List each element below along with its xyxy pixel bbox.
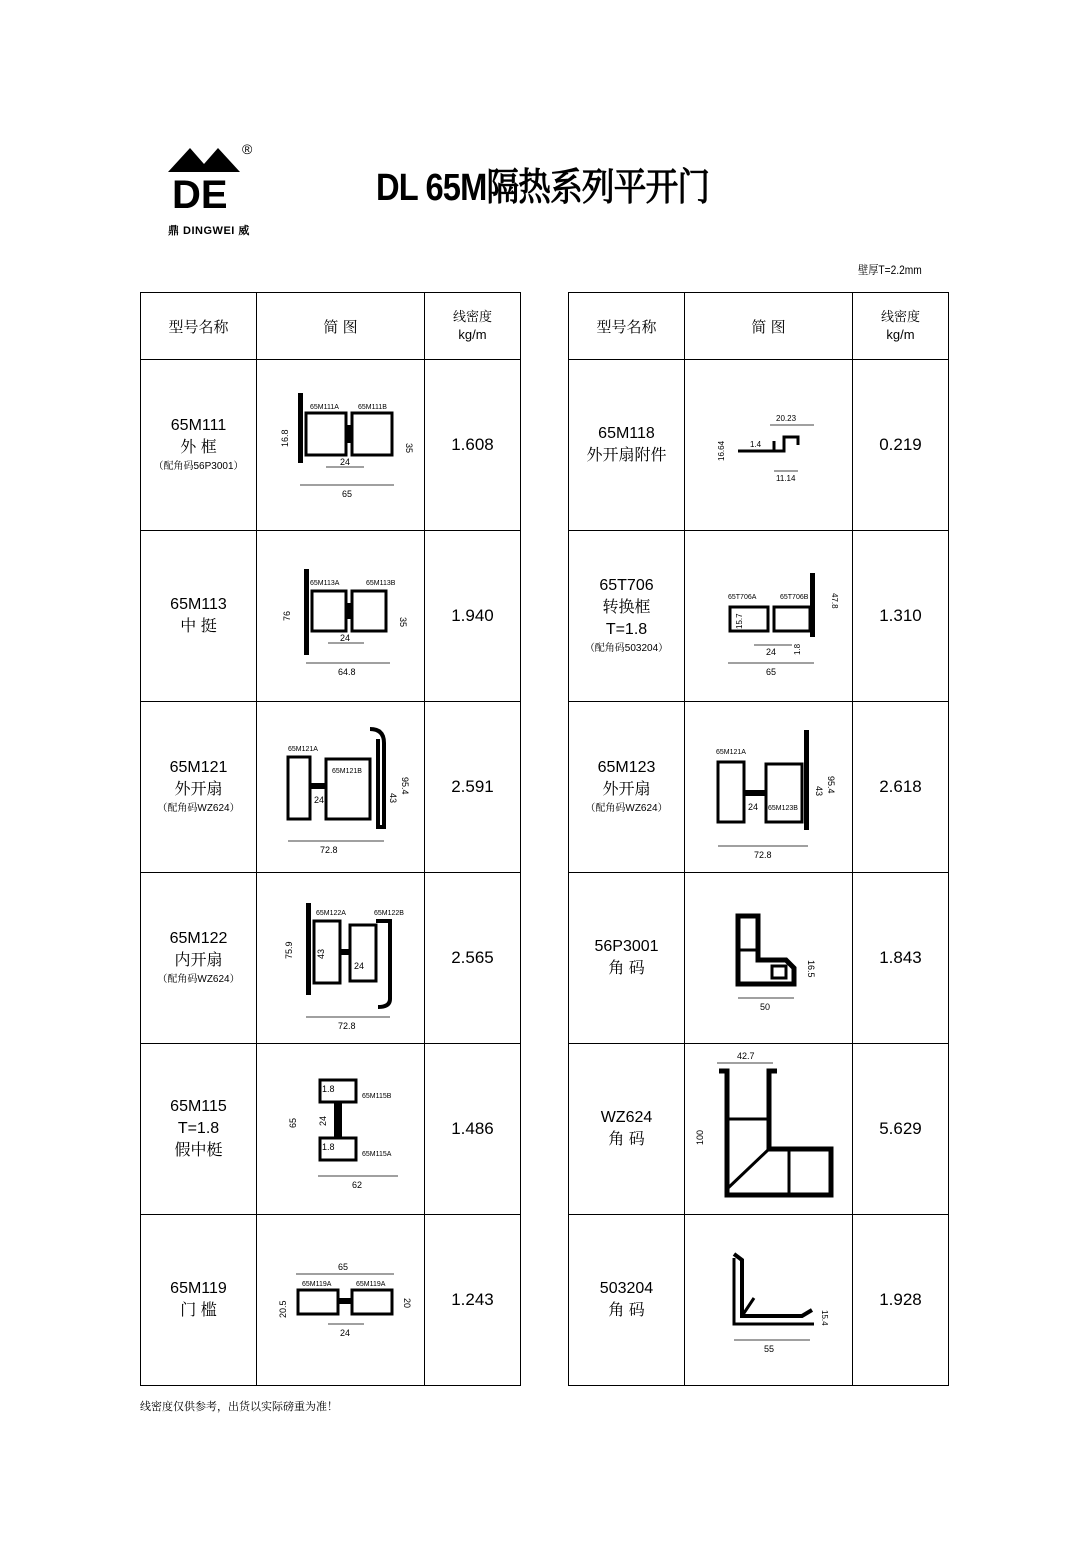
svg-text:65: 65 [341,489,352,499]
model-cell: 65M111 外 框 （配角码56P3001） [141,360,257,531]
svg-text:24: 24 [747,802,758,812]
table-row [569,1215,949,1386]
svg-text:15.7: 15.7 [734,613,744,629]
table-row [141,873,521,1044]
header-density: 线密度 kg/m [425,293,521,360]
svg-text:72.8: 72.8 [753,850,772,860]
density-value: 1.940 [425,531,521,702]
svg-text:24: 24 [313,795,324,805]
svg-text:11.14: 11.14 [775,474,795,483]
profile-diagram [257,531,425,702]
header-diagram: 简 图 [685,293,853,360]
svg-text:43: 43 [813,786,824,797]
svg-text:64.8: 64.8 [337,667,356,677]
svg-text:DE: DE [172,173,228,217]
svg-text:65: 65 [337,1262,348,1272]
svg-text:43: 43 [387,793,398,804]
density-value: 1.243 [425,1215,521,1386]
profile-diagram [685,531,853,702]
table-row [141,360,521,531]
svg-text:1.4: 1.4 [749,440,761,449]
model-cell: 65M121 外开扇 （配角码WZ624） [141,702,257,873]
table-row [569,873,949,1044]
model-cell: WZ624 角 码 [569,1044,685,1215]
svg-text:55: 55 [763,1344,774,1354]
svg-text:72.8: 72.8 [337,1021,356,1031]
svg-text:65M119A: 65M119A [301,1281,331,1288]
svg-text:20: 20 [401,1298,412,1309]
density-value: 0.219 [853,360,949,531]
svg-text:65M119A: 65M119A [355,1281,385,1288]
svg-text:24: 24 [353,961,364,971]
model-cell: 65M122 内开扇 （配角码WZ624） [141,873,257,1044]
model-cell: 65M115 T=1.8 假中梃 [141,1044,257,1215]
footer-note: 线密度仅供参考，出货以实际磅重为准！ [140,1401,338,1413]
model-cell: 65T706 转换框 T=1.8 （配角码503204） [569,531,685,702]
model-cell: 503204 角 码 [569,1215,685,1386]
header-model: 型号名称 [569,293,685,360]
profile-diagram [685,1044,853,1215]
svg-text:42.7: 42.7 [736,1051,755,1061]
model-cell: 65M119 门 槛 [141,1215,257,1386]
svg-text:65M115A: 65M115A [361,1151,391,1158]
svg-text:43: 43 [315,948,326,959]
svg-text:16.5: 16.5 [805,960,816,978]
density-value: 5.629 [853,1044,949,1215]
svg-text:65M111A: 65M111A [309,404,339,411]
svg-text:15.4: 15.4 [819,1310,829,1326]
table-row [569,360,949,531]
svg-text:1.8: 1.8 [321,1084,335,1094]
density-value: 1.608 [425,360,521,531]
density-value: 2.618 [853,702,949,873]
table-row [141,1215,521,1386]
model-cell: 65M113 中 挺 [141,531,257,702]
logo-caption: 鼎 DINGWEI 威 [168,225,250,237]
svg-text:75.9: 75.9 [283,941,294,959]
svg-text:65M122A: 65M122A [315,910,346,917]
svg-text:95.4: 95.4 [399,777,410,795]
header-diagram: 简 图 [257,293,425,360]
page-title: DL 65M隔热系列平开门 [376,167,710,209]
svg-text:16.64: 16.64 [716,440,726,461]
table-header [141,293,521,360]
svg-text:24: 24 [317,1115,328,1126]
profile-diagram [257,1044,425,1215]
profile-diagram [257,360,425,531]
model-cell: 65M123 外开扇 （配角码WZ624） [569,702,685,873]
svg-text:65M121B: 65M121B [331,768,362,775]
svg-text:65M123B: 65M123B [767,805,798,812]
svg-text:65M113B: 65M113B [365,580,395,587]
svg-text:20.23: 20.23 [775,414,796,423]
svg-text:24: 24 [339,633,350,643]
table-row [141,1044,521,1215]
wall-thickness-note: 壁厚T=2.2mm [858,263,922,277]
right-spec-table [568,292,949,1386]
left-spec-table [140,292,521,1386]
density-value: 1.486 [425,1044,521,1215]
density-value: 1.843 [853,873,949,1044]
density-value: 2.565 [425,873,521,1044]
svg-text:65M122B: 65M122B [373,910,404,917]
density-value: 2.591 [425,702,521,873]
profile-diagram [257,702,425,873]
svg-text:35: 35 [397,617,408,628]
profile-diagram [685,702,853,873]
header-density: 线密度 kg/m [853,293,949,360]
table-row [141,531,521,702]
svg-text:1.8: 1.8 [792,643,802,655]
table-row [569,531,949,702]
svg-text:95.4: 95.4 [825,776,836,794]
svg-text:65M121A: 65M121A [287,746,318,753]
svg-text:65: 65 [765,667,776,677]
svg-text:65M115B: 65M115B [361,1093,391,1100]
density-value: 1.928 [853,1215,949,1386]
table-row [569,1044,949,1215]
svg-text:24: 24 [339,1328,350,1338]
svg-text:1.8: 1.8 [321,1142,335,1152]
svg-text:24: 24 [765,647,776,657]
table-row [569,702,949,873]
profile-diagram [257,1215,425,1386]
profile-diagram [257,873,425,1044]
header-model: 型号名称 [141,293,257,360]
svg-text:65T706A: 65T706A [727,594,756,601]
svg-text:65M113A: 65M113A [309,580,339,587]
svg-text:65M111B: 65M111B [357,404,387,411]
density-value: 1.310 [853,531,949,702]
svg-text:47.8: 47.8 [829,593,839,609]
table-header [569,293,949,360]
table-row [141,702,521,873]
svg-text:100: 100 [694,1129,705,1145]
svg-text:24: 24 [339,457,350,467]
svg-text:65: 65 [287,1117,298,1128]
profile-diagram [685,360,853,531]
svg-text:76: 76 [281,610,292,621]
svg-text:62: 62 [351,1180,362,1190]
svg-text:35: 35 [403,443,414,454]
svg-text:20.5: 20.5 [277,1300,288,1318]
model-cell: 65M118 外开扇附件 [569,360,685,531]
svg-text:®: ® [242,141,253,157]
svg-text:65M121A: 65M121A [715,749,746,756]
profile-diagram [685,1215,853,1386]
svg-text:50: 50 [759,1002,770,1012]
svg-text:16.8: 16.8 [279,429,290,447]
profile-diagram [685,873,853,1044]
svg-text:65T706B: 65T706B [779,594,808,601]
model-cell: 56P3001 角 码 [569,873,685,1044]
svg-text:72.8: 72.8 [319,845,338,855]
